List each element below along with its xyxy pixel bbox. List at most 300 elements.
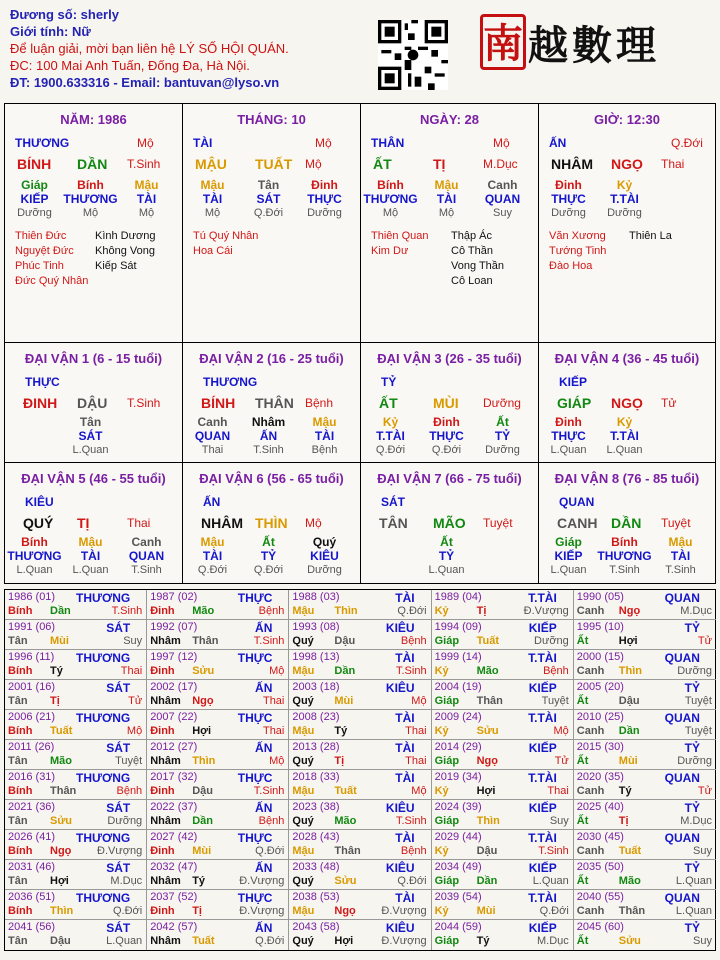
hidden-stem: Bính (77, 178, 104, 192)
year-chi: Ngọ (50, 845, 72, 857)
year-stage: Mộ (269, 665, 285, 677)
year-god: THỰC (237, 651, 273, 665)
year-stage: Q.Đới (397, 605, 427, 617)
hidden-god: TÀI (202, 549, 223, 563)
year-god: TỶ (684, 741, 700, 755)
hidden-stem: Giáp (21, 178, 48, 192)
year-god: TÀI (395, 831, 415, 845)
year-label: 2028 (43) (292, 831, 340, 843)
hidden-god: T.TÀI (610, 192, 639, 206)
year-can: Tân (8, 935, 28, 947)
hidden-stage: Q.Đới (375, 444, 406, 456)
pillar-cell (360, 103, 539, 343)
year-can: Đinh (150, 785, 175, 797)
year-cell (5, 740, 147, 770)
year-cell (574, 830, 716, 860)
year-can: Canh (576, 605, 605, 617)
year-chi: Dần (50, 605, 71, 617)
year-can: Ất (576, 635, 589, 647)
year-cell (574, 890, 716, 920)
year-chi: Hợi (50, 875, 69, 887)
year-label: 2003 (18) (292, 681, 340, 693)
year-stage: M.Dục (680, 605, 712, 617)
year-stage: Thai (405, 725, 427, 737)
year-can: Bính (8, 665, 33, 677)
year-god: KIẾP (528, 861, 557, 875)
hidden-stem: Bính (377, 178, 404, 192)
year-chi: Tuất (476, 635, 499, 647)
year-stage: Q.Đới (255, 845, 285, 857)
year-label: 2011 (26) (8, 741, 55, 753)
star-neutral: Kiếp Sát (95, 260, 137, 272)
year-can: Giáp (434, 875, 460, 887)
dai-van-cell (182, 462, 361, 584)
year-stage: Tuyệt (115, 755, 143, 767)
year-stage: Đ.Vượng (97, 845, 143, 857)
year-can: Canh (576, 725, 605, 737)
year-stage: Bệnh (400, 635, 427, 647)
star-bad: Đức Quý Nhân (15, 275, 89, 287)
dai-van-can: BÍNH (201, 395, 236, 411)
year-god: T.TÀI (528, 591, 557, 605)
year-stage: Dưỡng (677, 665, 712, 677)
annual-luck-grid (4, 589, 716, 951)
year-cell (574, 680, 716, 710)
year-god: QUAN (664, 831, 700, 845)
year-label: 2021 (36) (8, 801, 56, 813)
year-god: TÀI (395, 711, 415, 725)
year-label: 2004 (19) (434, 681, 482, 693)
year-can: Kỷ (434, 905, 449, 917)
phone-email-line[interactable]: ĐT: 1900.633316 - Email: bantuvan@lyso.vn (10, 75, 280, 90)
year-god: SÁT (106, 921, 131, 935)
hidden-god: KIÊU (310, 549, 339, 563)
hidden-stage: L.Quan (428, 564, 465, 576)
year-can: Ất (576, 875, 589, 887)
dai-van-god: ẤN (203, 495, 221, 509)
contact-line: Để luận giải, mời bạn liên hệ LÝ SỐ HỘI QUÁN. (10, 41, 289, 56)
year-chi: Thân (476, 695, 503, 707)
year-god: TÀI (395, 771, 415, 785)
hidden-god: TÀI (670, 549, 691, 563)
year-can: Bính (8, 905, 33, 917)
hidden-stage: Thai (201, 444, 224, 456)
hidden-god: SÁT (78, 429, 103, 443)
year-cell (147, 860, 289, 890)
year-god: THƯƠNG (76, 771, 131, 785)
year-stage: Đ.Vượng (381, 905, 427, 917)
year-label: 1989 (04) (434, 591, 482, 603)
dai-van-god: THỰC (25, 375, 60, 389)
pillar-chi: NGỌ (611, 156, 643, 172)
dai-van-can: CANH (557, 515, 598, 531)
year-chi: Mão (618, 875, 641, 887)
year-label: 2000 (15) (576, 651, 624, 663)
pillar-can: BÍNH (17, 156, 52, 172)
year-chi: Dần (476, 875, 498, 887)
year-stage: Thai (262, 725, 285, 737)
year-stage: Tuyệt (541, 695, 569, 707)
year-can: Kỷ (434, 665, 449, 677)
brand-logo: 越數理 (528, 22, 660, 69)
hidden-stem: Mậu (78, 535, 103, 549)
star-bad: Thiên Quan (371, 230, 429, 242)
hidden-stem: Đinh (433, 415, 460, 429)
star-bad: Kim Dư (371, 245, 409, 257)
dai-van-chi: DẦN (611, 515, 642, 531)
year-god: THƯƠNG (76, 711, 131, 725)
year-chi: Sửu (476, 725, 499, 737)
qr-code-icon[interactable] (378, 20, 448, 90)
hidden-stage: Dưỡng (307, 564, 342, 576)
year-label: 1988 (03) (292, 591, 340, 603)
year-chi: Thân (50, 785, 77, 797)
year-stage: Tuyệt (684, 725, 712, 737)
year-god: ẤN (255, 861, 273, 875)
year-can: Đinh (150, 725, 175, 737)
star-neutral: Cô Thần (451, 245, 493, 257)
dai-van-cell (360, 462, 539, 584)
hidden-stage: Dưỡng (17, 207, 52, 219)
year-chi: Tuất (192, 935, 215, 947)
year-can: Kỷ (434, 605, 449, 617)
year-chi: Tị (618, 815, 629, 827)
year-stage: Đ.Vượng (381, 935, 427, 947)
year-can: Tân (8, 695, 28, 707)
year-can: Nhâm (150, 695, 181, 707)
year-chi: Tị (192, 905, 202, 917)
star-neutral: Thập Ác (451, 230, 492, 242)
hidden-stem: Kỷ (616, 415, 633, 429)
star-neutral: Không Vong (95, 245, 155, 257)
pillar-can: MẬU (195, 156, 227, 172)
year-stage: Suy (549, 815, 569, 827)
year-cell (574, 650, 716, 680)
hidden-stem: Mậu (668, 535, 693, 549)
year-cell (147, 680, 289, 710)
year-label: 1990 (05) (576, 591, 624, 603)
year-stage: Dưỡng (107, 815, 143, 827)
year-label: 2020 (35) (576, 771, 624, 783)
year-cell (5, 890, 147, 920)
year-god: T.TÀI (528, 891, 557, 905)
year-cell (432, 920, 574, 950)
year-can: Kỷ (434, 725, 449, 737)
year-label: 2043 (58) (292, 921, 340, 933)
year-label: 2026 (41) (8, 831, 56, 843)
year-chi: Dần (618, 725, 640, 737)
year-label: 2034 (49) (434, 861, 482, 873)
year-label: 2025 (40) (576, 801, 624, 813)
hidden-stem: Mậu (200, 178, 225, 192)
hidden-stem: Bính (21, 535, 48, 549)
year-chi: Ngọ (192, 695, 214, 707)
dai-van-god: KIÊU (25, 495, 54, 509)
dai-van-chi: THÌN (255, 515, 288, 531)
year-label: 2009 (24) (434, 711, 482, 723)
year-cell (289, 710, 431, 740)
dai-van-title: ĐẠI VẬN 8 (76 - 85 tuổi) (554, 471, 700, 486)
star-bad: Tướng Tinh (549, 245, 607, 257)
year-stage: Tử (554, 755, 569, 767)
year-label: 2032 (47) (150, 861, 198, 873)
star-bad: Tú Quý Nhân (193, 230, 259, 242)
hidden-god: THƯƠNG (7, 549, 62, 563)
year-stage: Tử (128, 695, 143, 707)
year-stage: T.Sinh (396, 815, 427, 827)
year-label: 2029 (44) (434, 831, 482, 843)
year-stage: Bệnh (258, 605, 285, 617)
year-label: 2006 (21) (8, 711, 56, 723)
hidden-stage: Mộ (82, 207, 99, 219)
star-bad: Văn Xương (549, 230, 606, 242)
hidden-stem: Ất (262, 535, 275, 549)
year-cell (5, 710, 147, 740)
year-label: 2037 (52) (150, 891, 198, 903)
year-god: T.TÀI (528, 831, 557, 845)
year-god: THƯƠNG (76, 591, 131, 605)
year-cell (432, 770, 574, 800)
year-can: Bính (8, 605, 33, 617)
dai-van-god: SÁT (381, 495, 405, 509)
year-can: Ất (576, 815, 589, 827)
year-cell (289, 590, 431, 620)
year-label: 2045 (60) (576, 921, 624, 933)
year-label: 2041 (56) (8, 921, 56, 933)
star-neutral: Vong Thần (451, 260, 505, 272)
year-stage: T.Sinh (253, 635, 285, 647)
hidden-god: THỰC (551, 429, 586, 443)
year-label: 2007 (22) (150, 711, 198, 723)
year-god: QUAN (664, 711, 700, 725)
year-can: Tân (8, 815, 28, 827)
year-chi: Hợi (618, 635, 638, 647)
year-chi: Mùi (476, 905, 496, 917)
hidden-stage: Dưỡng (307, 207, 342, 219)
year-label: 1997 (12) (150, 651, 198, 663)
year-label: 1996 (11) (8, 651, 55, 663)
pillar-can: NHÂM (551, 156, 593, 172)
year-stage: Mộ (126, 725, 143, 737)
year-chi: Thân (192, 635, 219, 647)
year-chi: Tuất (50, 725, 73, 737)
hidden-stage: L.Quan (550, 564, 587, 576)
year-can: Mậu (292, 605, 315, 617)
year-cell (147, 590, 289, 620)
year-can: Tân (8, 755, 28, 767)
hidden-stage: Suy (493, 207, 512, 219)
year-cell (147, 620, 289, 650)
year-stage: Bệnh (400, 845, 427, 857)
year-cell (574, 920, 716, 950)
year-can: Tân (8, 875, 28, 887)
dai-van-stage: Tuyệt (483, 516, 513, 530)
year-chi: Dần (334, 665, 356, 677)
year-cell (432, 680, 574, 710)
dai-van-cell (4, 342, 183, 463)
hidden-stem: Nhâm (251, 415, 286, 429)
hidden-god: SÁT (256, 192, 281, 206)
year-stage: Mộ (411, 785, 427, 797)
year-stage: Suy (693, 845, 712, 857)
pillar-god-can: ẤN (549, 136, 567, 150)
year-god: KIÊU (385, 681, 415, 695)
dai-van-stage: T.Sinh (127, 396, 161, 410)
year-cell (5, 620, 147, 650)
year-can: Mậu (292, 665, 315, 677)
year-label: 2044 (59) (434, 921, 482, 933)
year-can: Đinh (150, 665, 175, 677)
hidden-stage: T.Sinh (131, 564, 162, 576)
year-god: THỰC (237, 891, 273, 905)
year-can: Giáp (434, 695, 460, 707)
year-can: Bính (8, 725, 33, 737)
hidden-god: THƯƠNG (63, 192, 118, 206)
year-god: ẤN (255, 741, 273, 755)
year-cell (432, 710, 574, 740)
year-cell (432, 650, 574, 680)
year-god: SÁT (106, 681, 131, 695)
year-chi: Dậu (192, 785, 213, 797)
hidden-stem: Giáp (555, 535, 582, 549)
year-can: Giáp (434, 635, 460, 647)
hidden-god: KIẾP (554, 549, 583, 563)
year-label: 2001 (16) (8, 681, 56, 693)
year-can: Quý (292, 755, 314, 767)
year-can: Giáp (434, 815, 460, 827)
year-cell (574, 710, 716, 740)
year-chi: Thìn (50, 905, 74, 917)
year-cell (5, 770, 147, 800)
year-god: TÀI (395, 591, 415, 605)
hidden-stage: Q.Đới (253, 564, 284, 576)
hidden-god: ẤN (259, 429, 278, 443)
year-cell (5, 860, 147, 890)
year-cell (5, 800, 147, 830)
hidden-stem: Bính (611, 535, 638, 549)
year-chi: Thìn (192, 755, 216, 767)
year-can: Canh (576, 905, 605, 917)
pillar-stage: M.Dục (483, 157, 518, 171)
year-chi: Thìn (618, 665, 643, 677)
year-chi: Tị (476, 605, 487, 617)
pillar-chi: DẦN (77, 156, 108, 172)
hidden-stage: Bệnh (311, 444, 338, 456)
year-label: 2042 (57) (150, 921, 198, 933)
year-cell (289, 650, 431, 680)
hidden-stem: Mậu (200, 535, 225, 549)
hidden-god: TÀI (202, 192, 223, 206)
year-label: 2013 (28) (292, 741, 340, 753)
dai-van-cell (4, 462, 183, 584)
dai-van-title: ĐẠI VẬN 4 (36 - 45 tuổi) (554, 351, 700, 366)
year-chi: Thân (334, 845, 361, 857)
year-chi: Mão (192, 605, 215, 617)
year-label: 1986 (01) (8, 591, 56, 603)
year-stage: T.Sinh (253, 785, 285, 797)
dai-van-chi: MÙI (433, 395, 459, 411)
year-cell (289, 680, 431, 710)
dai-van-can: GIÁP (557, 395, 592, 411)
year-can: Nhâm (150, 935, 181, 947)
year-god: TÀI (395, 741, 415, 755)
year-chi: Ngọ (618, 605, 641, 617)
hidden-god: THỰC (429, 429, 464, 443)
hidden-god: QUAN (194, 429, 231, 443)
chart-grid (4, 103, 716, 585)
year-god: ẤN (255, 921, 273, 935)
year-can: Ất (576, 755, 589, 767)
year-stage: L.Quan (675, 875, 712, 887)
year-chi: Tý (334, 725, 348, 737)
year-label: 2002 (17) (150, 681, 198, 693)
address-line: ĐC: 100 Mai Anh Tuấn, Đống Đa, Hà Nội. (10, 58, 250, 73)
year-cell (5, 830, 147, 860)
year-stage: Q.Đới (112, 905, 143, 917)
year-stage: Đ.Vượng (239, 905, 285, 917)
year-can: Nhâm (150, 755, 181, 767)
star-bad: Đào Hoa (549, 260, 593, 272)
year-god: THƯƠNG (76, 891, 131, 905)
year-label: 2005 (20) (576, 681, 624, 693)
year-cell (574, 620, 716, 650)
year-chi: Dậu (476, 845, 498, 857)
pillar-god-can: THƯƠNG (15, 136, 70, 150)
dai-van-title: ĐẠI VẬN 3 (26 - 35 tuổi) (377, 351, 522, 366)
year-stage: L.Quan (532, 875, 569, 887)
star-bad: Nguyệt Đức (15, 245, 74, 257)
dai-van-stage: Dưỡng (483, 396, 521, 410)
hidden-stem: Đinh (311, 178, 338, 192)
year-god: TỶ (684, 921, 700, 935)
year-label: 2031 (46) (8, 861, 56, 873)
dai-van-can: ĐINH (23, 395, 58, 411)
star-neutral: Thiên La (629, 230, 672, 242)
pillar-god-chi: Mộ (493, 136, 510, 150)
year-cell (5, 650, 147, 680)
year-god: TỶ (684, 861, 700, 875)
year-chi: Sửu (192, 665, 215, 677)
year-chi: Mão (476, 665, 499, 677)
year-cell (5, 920, 147, 950)
year-cell (5, 590, 147, 620)
pillar-god-chi: Mộ (137, 136, 154, 150)
hidden-stem: Đinh (555, 178, 582, 192)
hidden-god: TỶ (260, 549, 277, 563)
hidden-stage: Mộ (438, 207, 455, 219)
dai-van-god: THƯƠNG (203, 375, 258, 389)
year-god: QUAN (664, 891, 700, 905)
year-chi: Thìn (476, 815, 500, 827)
year-label: 1999 (14) (434, 651, 482, 663)
year-chi: Tị (50, 695, 60, 707)
year-cell (432, 590, 574, 620)
year-chi: Hợi (476, 785, 496, 797)
year-label: 2014 (29) (434, 741, 482, 753)
year-god: KIẾP (528, 681, 557, 695)
pillar-stage: Thai (661, 157, 685, 171)
year-label: 2010 (25) (576, 711, 624, 723)
pillar-cell (538, 103, 716, 343)
year-can: Bính (8, 785, 33, 797)
year-god: KIÊU (385, 621, 415, 635)
year-chi: Mùi (50, 635, 69, 647)
year-cell (147, 650, 289, 680)
year-stage: Tử (697, 635, 712, 647)
year-cell (147, 890, 289, 920)
year-cell (432, 800, 574, 830)
year-can: Nhâm (150, 635, 181, 647)
